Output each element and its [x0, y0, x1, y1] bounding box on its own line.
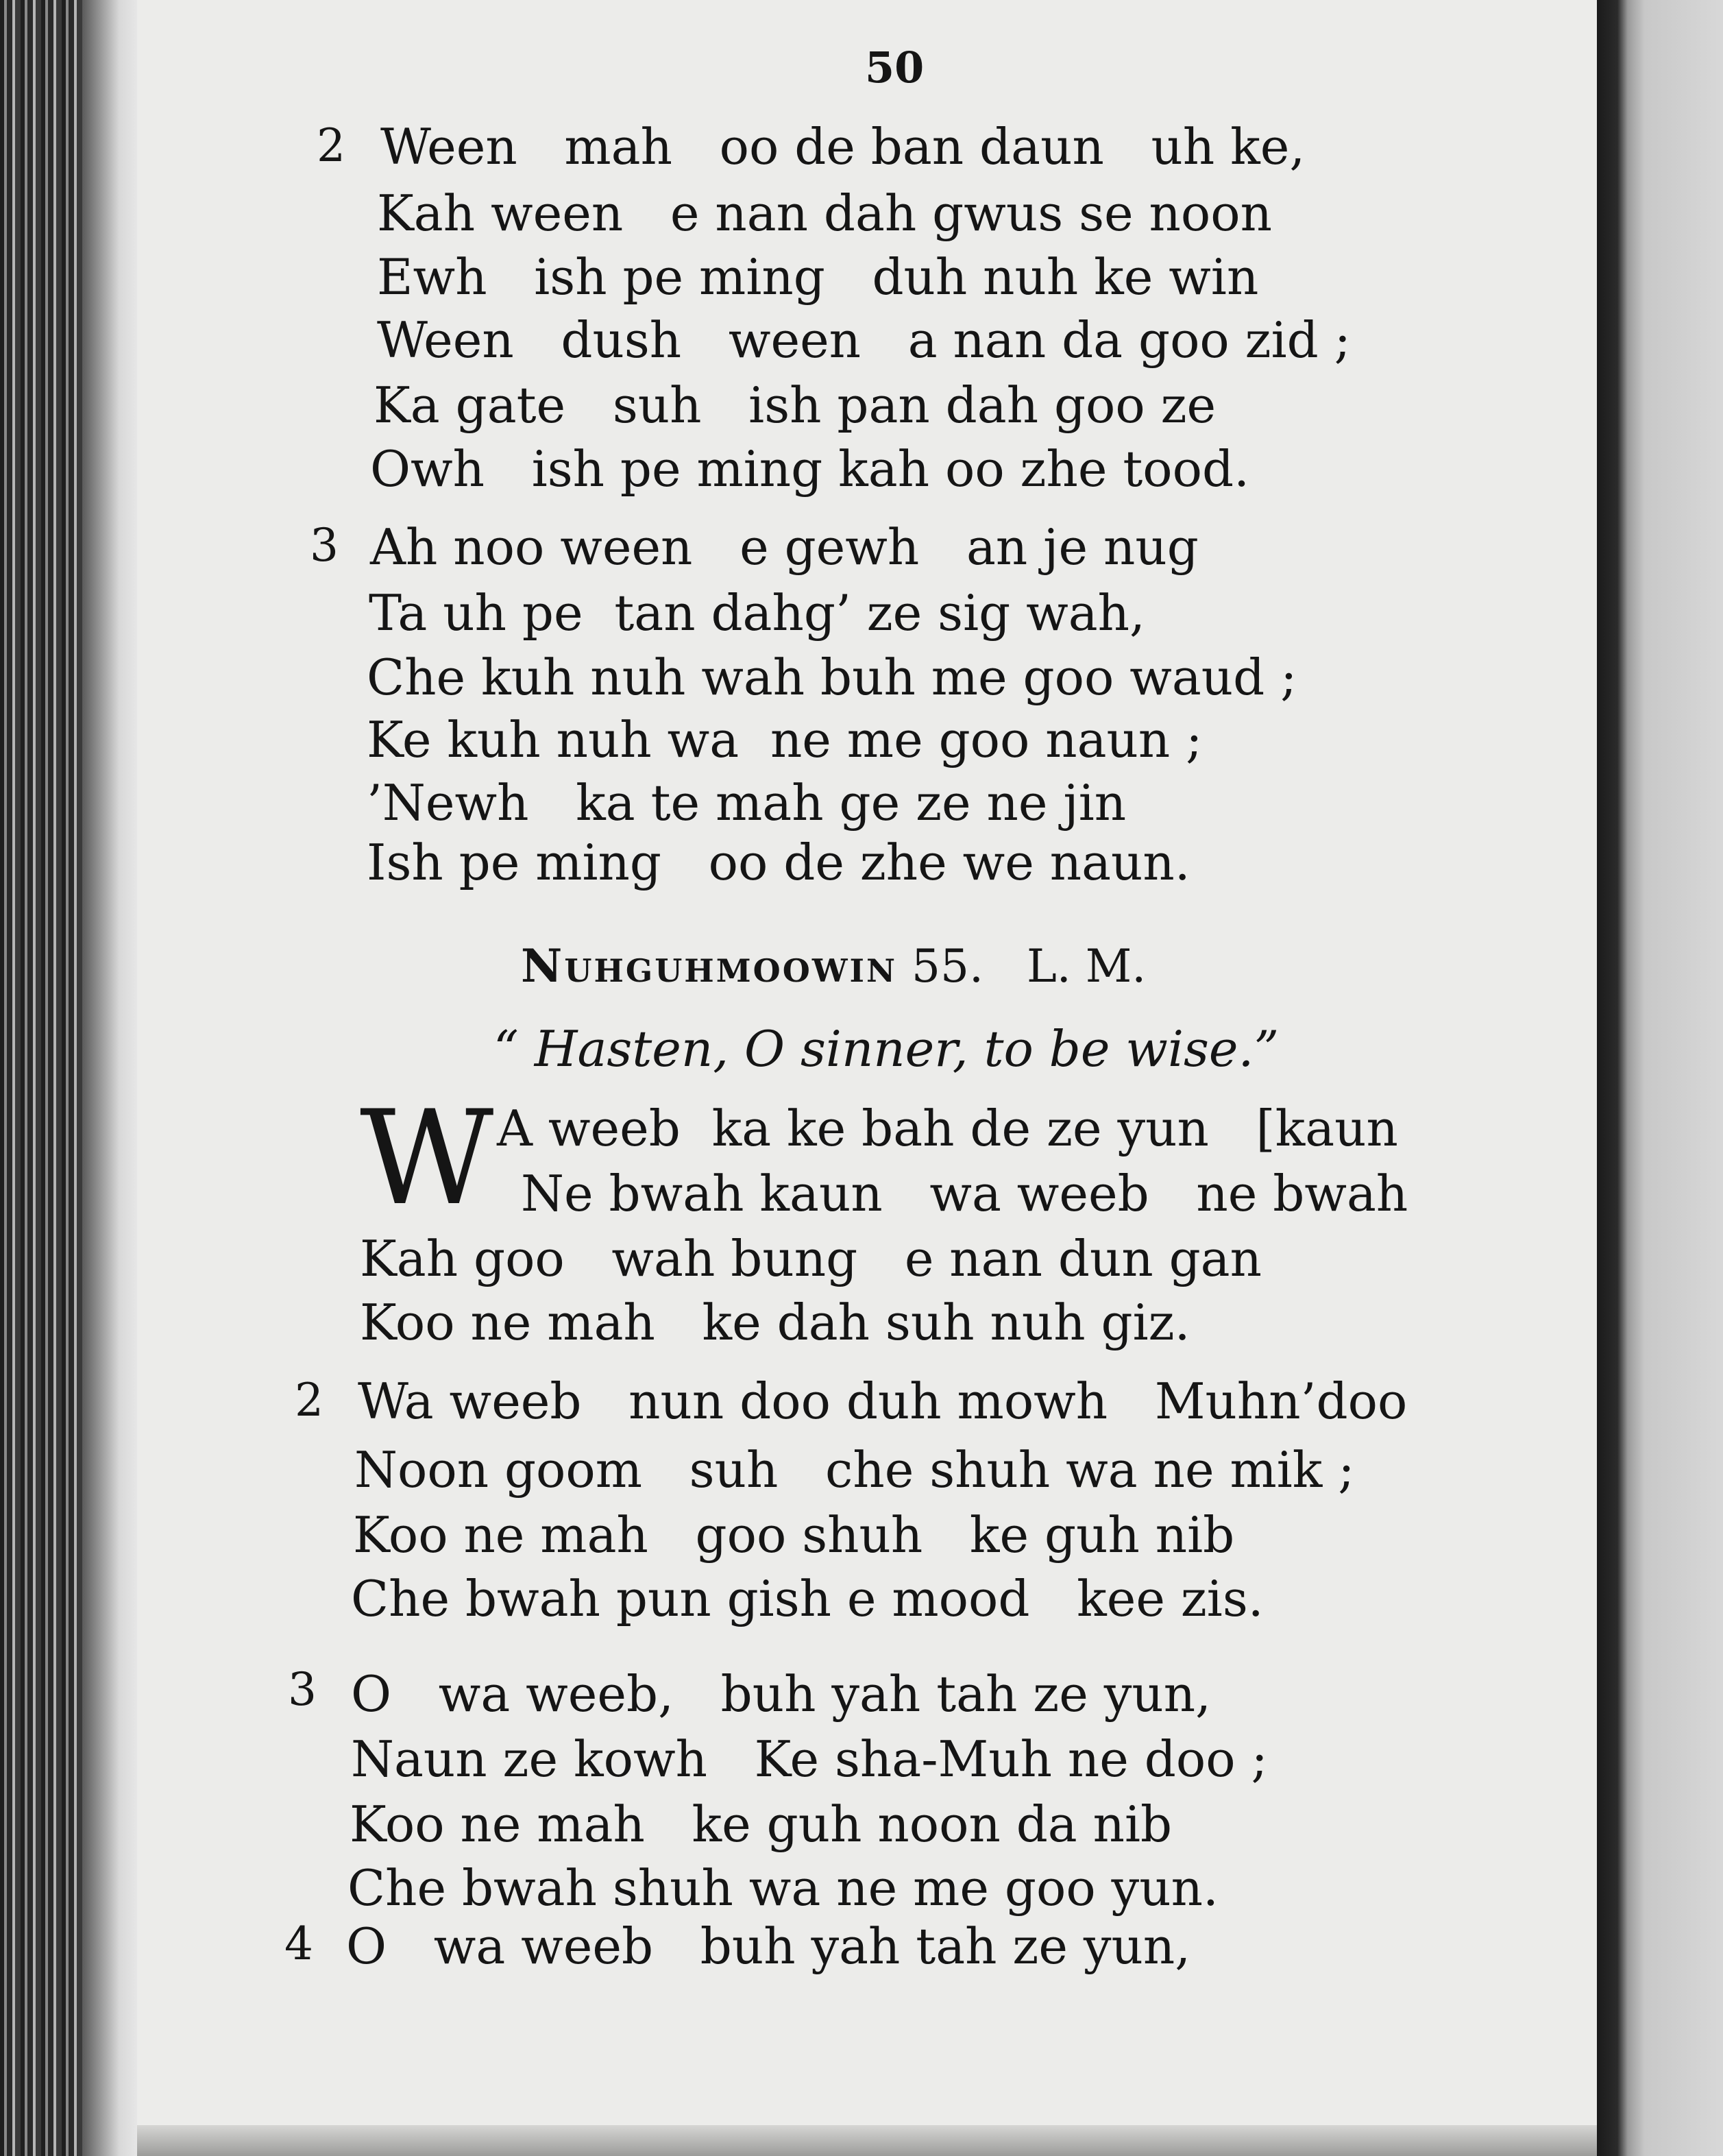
hymn-subtitle-quote: “ Hasten, O sinner, to be wise.”: [493, 1020, 1280, 1078]
verse-line: Owh ish pe ming kah oo zhe tood.: [370, 440, 1249, 498]
verse-number: 2: [317, 119, 345, 172]
verse-line: A weeb ka ke bah de ze yun [kaun: [497, 1100, 1398, 1157]
verse-line: Ween mah oo de ban daun uh ke,: [380, 118, 1306, 175]
verse-line: Che bwah shuh wa ne me goo yun.: [347, 1859, 1219, 1917]
verse-number: 3: [310, 519, 339, 572]
verse-number: 4: [284, 1917, 313, 1970]
verse-line: Che bwah pun gish e mood kee zis.: [351, 1570, 1264, 1627]
verse-line: Ke kuh nuh wa ne me goo naun ;: [367, 711, 1203, 768]
verse-line: Ne bwah kaun wa weeb ne bwah: [521, 1165, 1408, 1222]
verse-line: Koo ne mah ke dah suh nuh giz.: [360, 1294, 1190, 1351]
verse-number: 3: [288, 1663, 317, 1716]
verse-line: Noon goom suh che shuh wa ne mik ;: [354, 1441, 1355, 1499]
verse-line: Ah noo ween e gewh an je nug: [370, 518, 1199, 576]
verse-line: Ka gate suh ish pan dah goo ze: [374, 376, 1217, 434]
verse-line: Che kuh nuh wah buh me goo waud ;: [367, 649, 1297, 706]
hymn-heading: [521, 939, 1146, 993]
verse-number: 2: [295, 1374, 323, 1427]
verse-line: Ween dush ween a nan da goo zid ;: [377, 311, 1351, 369]
hymn-heading-number: 55. L. M.: [897, 940, 1147, 993]
verse-line: ’Newh ka te mah ge ze ne jin: [367, 774, 1127, 832]
verse-line: O wa weeb, buh yah tah ze yun,: [351, 1665, 1212, 1723]
verse-line: Koo ne mah goo shuh ke guh nib: [353, 1506, 1235, 1564]
drop-cap: W: [360, 1082, 494, 1234]
verse-line: Ewh ish pe ming duh nuh ke win: [377, 248, 1259, 306]
verse-line: Wa weeb nun doo duh mowh Muhn’doo: [358, 1372, 1408, 1430]
book-right-edge: [1597, 0, 1723, 2156]
verse-line: Ish pe ming oo de zhe we naun.: [367, 834, 1190, 891]
verse-line: O wa weeb buh yah tah ze yun,: [346, 1917, 1191, 1975]
verse-line: Naun ze kowh Ke sha-Muh ne doo ;: [351, 1730, 1268, 1788]
verse-line: Koo ne mah ke guh noon da nib: [350, 1795, 1173, 1853]
page-curl: [82, 0, 144, 2156]
hymn-heading-word: Nuhguhmoowin: [521, 939, 898, 993]
page-number: 50: [865, 43, 925, 93]
verse-line: Kah ween e nan dah gwus se noon: [377, 184, 1272, 242]
page-bottom-edge: [137, 2125, 1597, 2156]
verse-line: Kah goo wah bung e nan dun gan: [360, 1230, 1262, 1287]
verse-line: Ta uh pe tan dahg’ ze sig wah,: [369, 584, 1145, 642]
